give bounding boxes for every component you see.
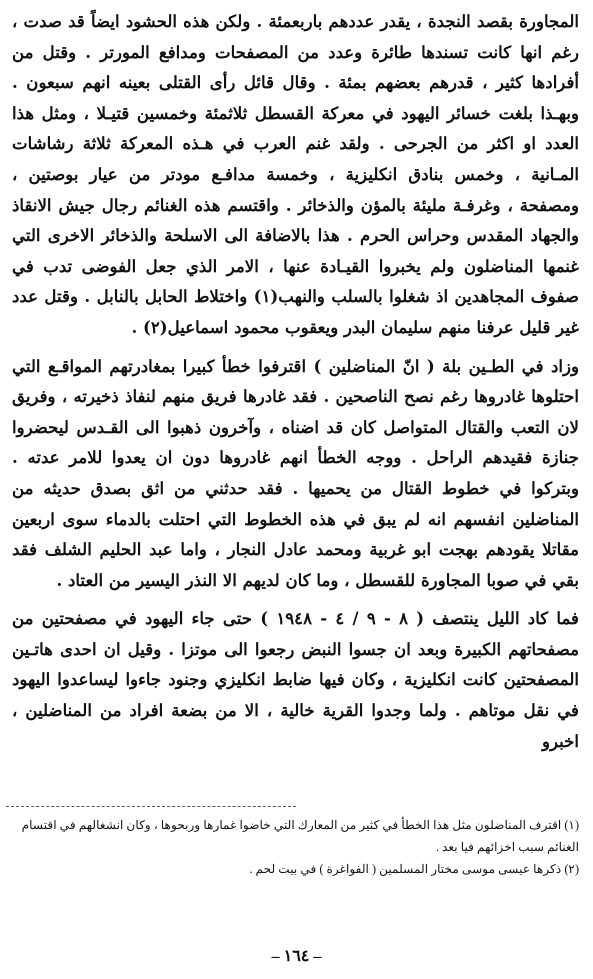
page-number: – ١٦٤ – — [271, 948, 322, 965]
footnote-separator — [6, 806, 296, 807]
paragraph-2: وزاد في الطـين بلة ( انّ المناضلين ) اقترفوا خطأ كبيرا بمغادرتهم المواقـع التي احتلوها غادروها رغم نصح الناصحين . فقد غادرها فريق منهم لنفاذ ذخيرته ، وفريق لان التعب والقتال المتواصل كان قد اضناه ، وآخرون ذهبوا الى القـدس ليحضروا جنازة فقيدهم الراحل . ووجه الخطأ انهم غادروها دون ان يعدوا للامر عدته . وبتركوا في خطوط القتال من يحميها . فقد حدثني من اثق بصدق حديثه من المناضلين انفسهم انه لم يبق في هذه الخطوط التي احتلت بالدماء سوى اربعين مقاتلا يقودهم بهجت ابو غربية ومحمد عادل النجار ، واما عبد الحليم الشلف فقد بقي في صوبا المجاورة للقسطل ، وما كان لديهم الا النذر اليسير من العتاد . — [12, 355, 579, 590]
body-text — [12, 6, 579, 756]
paragraph-1: المجاورة بقصد النجدة ، يقدر عددهم باربعمئة . ولكن هذه الحشود ايضاً قد صدت ، رغم انها كانت تسندها طائرة وعدد من المصفحات ومدافع المورتر . وقتل من أفرادها كثير ، قدرهم بعضهم بمئة . وقال قائل رأى القتلى بعينه انهم سبعون . وبهـذا بلغت خسائر اليهود في معركة القسطل ثلاثمئة وخمسين قتيـلا ، ومثل هذا العدد او اكثر من الجرحى . ولقد غنم العرب في هـذه المعركة ثلاثة رشاشات المـانية ، وخمس بنادق انكليزية ، وخمسة مدافـع مودتر من عيار بوصتين ، ومصفحة ، وغرفـة مليئة بالمؤن والذخائر . واقتسم هذه الغنائم رجال جيش الانقاذ والجهاد المقدس وحراس الحرم . هذا بالاضافة الى الاسلحة والذخائر الاخرى التي غنمها المناضلون ولم يخبروا القيـادة عنها ، الامر الذي جعل الفوضى تدب في صفوف المجاهدين اذ شغلوا بالسلب والنهب(١) واختلاط الحابل بالنابل . وقتل عدد غير قليل عرفنا منهم سليمان البدر ويعقوب محمود اسماعيل(٢) . — [12, 11, 579, 337]
footnote-1: (١) اقترف المناضلون مثل هذا الخطأ في كثير من المعارك التي خاضوا غمارها وربحوها ، وكان انشغالهم في اقتسام الغنائم سبب اخزائهم فيا بعد . — [21, 818, 579, 854]
footnote-2: (٢) ذكرها عيسى موسى مختار المسلمين ( الفواغرة ) في بيت لحم . — [249, 862, 579, 876]
footnotes — [12, 814, 579, 880]
paragraph-3: فما كاد الليل ينتصف ( ٨ - ٩ / ٤ - ١٩٤٨ ) حتى جاء اليهود في مصفحتين من مصفحاتهم الكبيرة وبعد ان جسوا النبض رجعوا الى موتزا . وقيل ان احدى هاتـين المصفحتين كانت انكليزية ، وكان فيها ضابط انكليزي وجنود جاءوا ليساعدوا اليهود في نقل موتاهم . ولما وجدوا القرية خالية ، الا من بضعة افراد من المناضلين ، اخبرو — [12, 608, 579, 751]
